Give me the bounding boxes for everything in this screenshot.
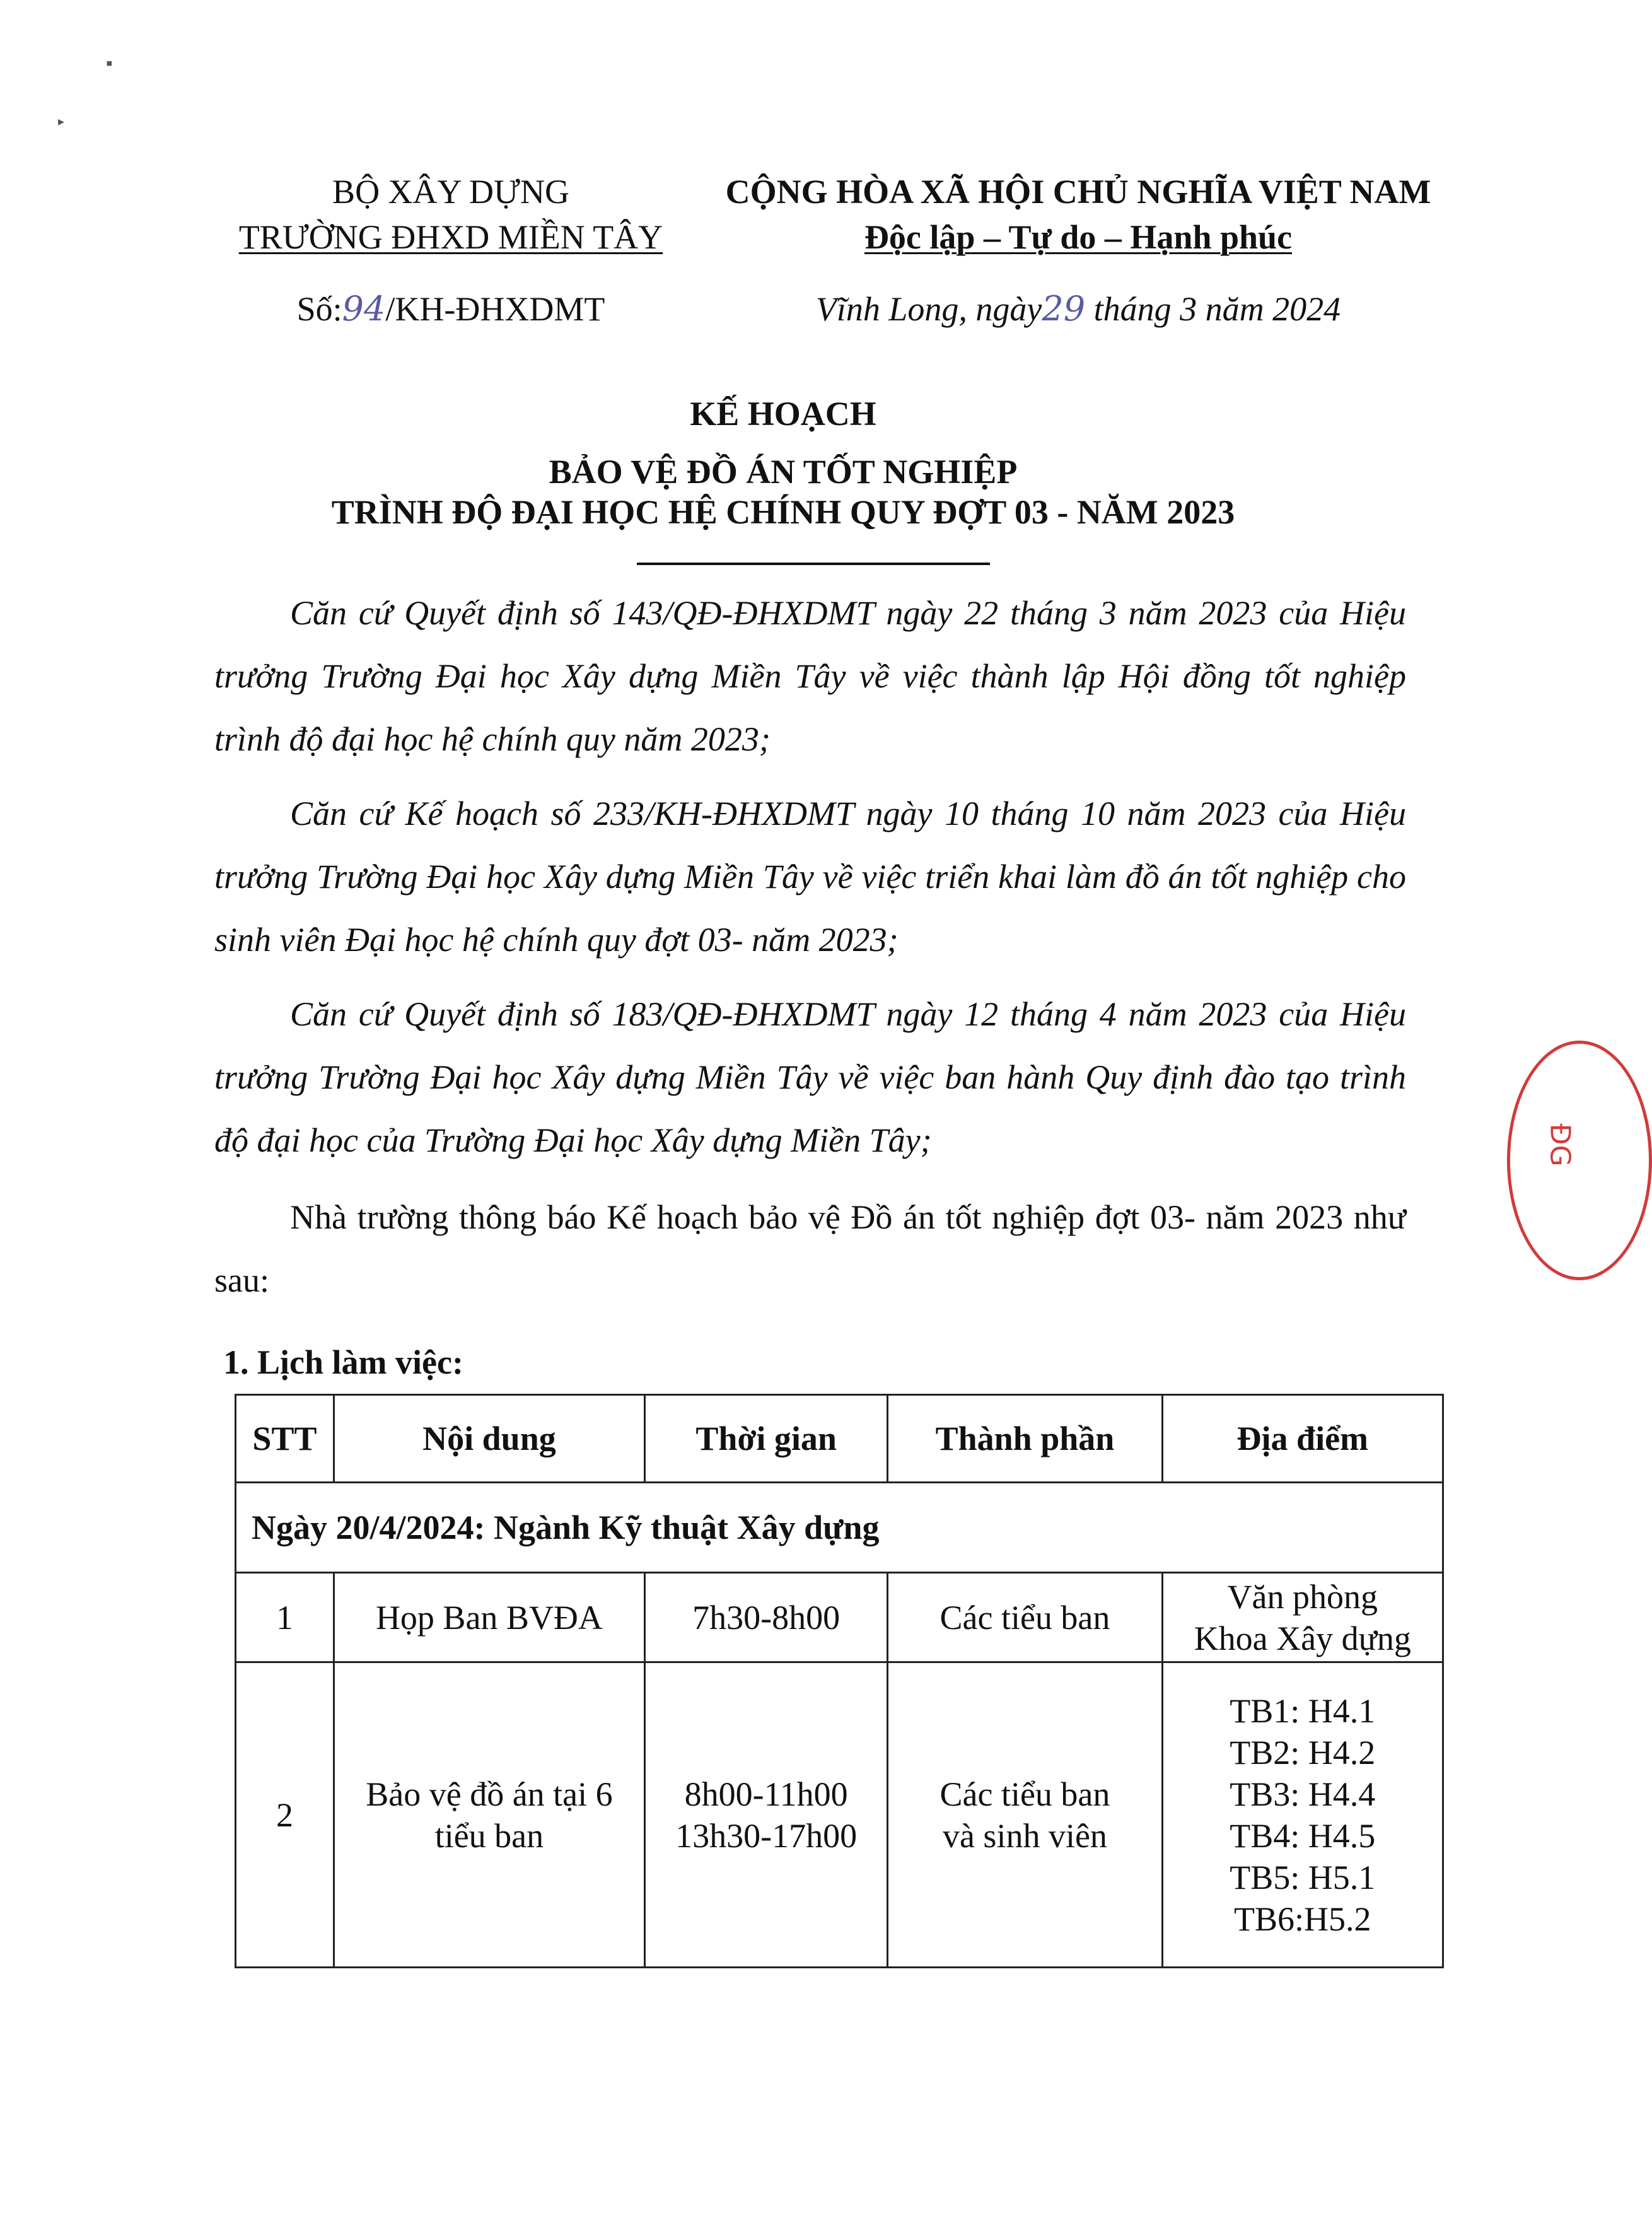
schedule-table: [235, 1394, 1444, 1968]
paragraph-2-text: Căn cứ Kế hoạch số 233/KH-ĐHXDMT ngày 10 tháng 10 năm 2023 của Hiệu trưởng Trường Đại học Xây dựng Miền Tây về việc triển khai làm đồ án tốt nghiệp cho sinh viên Đại học hệ chính quy đợt 03- năm 2023;: [214, 795, 1406, 959]
country-name: CỘNG HÒA XÃ HỘI CHỦ NGHĨA VIỆT NAM: [725, 173, 1431, 211]
paragraph-4: [214, 1186, 1406, 1312]
place-date: [700, 280, 1457, 338]
row-stt: 2: [236, 1662, 334, 1968]
doc-subtitle-2: TRÌNH ĐỘ ĐẠI HỌC HỆ CHÍNH QUY ĐỢT 03 - NĂM 2023: [331, 493, 1235, 531]
header-stt: STT: [236, 1395, 334, 1483]
row-time: 7h30-8h00: [644, 1573, 887, 1662]
members-line: và sinh viên: [942, 1816, 1107, 1855]
paragraph-2: [214, 782, 1406, 971]
place-line: TB4: H4.5: [1230, 1816, 1376, 1855]
table-row: [236, 1662, 1443, 1968]
school-name-text: TRƯỜNG ĐHXD MIỀN TÂY: [238, 218, 663, 256]
doc-subtitle-1: BẢO VỆ ĐỒ ÁN TỐT NGHIỆP: [549, 453, 1018, 491]
row-place: [1162, 1662, 1443, 1968]
stamp-mark: ĐG: [1544, 1123, 1576, 1167]
number-suffix: /KH-ĐHXDMT: [385, 290, 605, 328]
row-content: Họp Ban BVĐA: [334, 1573, 644, 1662]
motto: [700, 208, 1457, 266]
time-line: 13h30-17h00: [675, 1816, 858, 1855]
members-line: Các tiểu ban: [939, 1775, 1110, 1813]
scan-speck: ▸: [58, 115, 65, 129]
paragraph-3-text: Căn cứ Quyết định số 183/QĐ-ĐHXDMT ngày 12 tháng 4 năm 2023 của Hiệu trưởng Trường Đại học Xây dựng Miền Tây về việc ban hành Quy định đào tạo trình độ đại học của Trường Đại học Xây dựng Miền Tây;: [214, 995, 1406, 1159]
title-underline: [637, 563, 990, 565]
section-heading: 1. Lịch làm việc:: [223, 1343, 463, 1381]
official-stamp: [1507, 1041, 1652, 1280]
table-header-row: [236, 1395, 1443, 1483]
paragraph-3: [214, 983, 1406, 1172]
place-line: Văn phòng: [1227, 1577, 1378, 1616]
row-stt: 1: [236, 1573, 334, 1662]
place-line: TB6:H5.2: [1234, 1900, 1371, 1938]
doc-title: KẾ HOẠCH: [690, 395, 876, 433]
ministry-name: BỘ XÂY DỰNG: [332, 173, 569, 211]
date-prefix: Vĩnh Long, ngày: [815, 290, 1042, 328]
table-day-row: [236, 1483, 1443, 1573]
table-row: [236, 1573, 1443, 1662]
date-suffix: tháng 3 năm 2024: [1085, 290, 1341, 328]
row-members: [888, 1662, 1162, 1968]
place-line: TB5: H5.1: [1230, 1858, 1376, 1896]
row-content: Bảo vệ đồ án tại 6 tiểu ban: [334, 1662, 644, 1968]
time-line: 8h00-11h00: [684, 1775, 848, 1813]
paragraph-4-text: Nhà trường thông báo Kế hoạch bảo vệ Đồ án tốt nghiệp đợt 03- năm 2023 như sau:: [214, 1198, 1406, 1299]
row-place: [1162, 1573, 1443, 1662]
place-line: Khoa Xây dựng: [1194, 1619, 1411, 1657]
row-members: Các tiểu ban: [888, 1573, 1162, 1662]
day-row-label: Ngày 20/4/2024: Ngành Kỹ thuật Xây dựng: [236, 1483, 1443, 1573]
place-line: TB3: H4.4: [1230, 1775, 1376, 1813]
row-time: [644, 1662, 887, 1968]
header-place: Địa điểm: [1162, 1395, 1443, 1483]
place-line: TB2: H4.2: [1230, 1733, 1376, 1772]
document-number: [208, 280, 694, 338]
paragraph-1: [214, 581, 1406, 771]
number-prefix: Số:: [296, 290, 342, 328]
header-content: Nội dung: [334, 1395, 644, 1483]
place-line: TB1: H4.1: [1230, 1691, 1376, 1730]
handwritten-number: 94: [342, 289, 386, 329]
handwritten-day: 29: [1042, 289, 1086, 329]
header-time: Thời gian: [644, 1395, 887, 1483]
school-name: [208, 208, 694, 266]
paragraph-1-text: Căn cứ Quyết định số 143/QĐ-ĐHXDMT ngày 22 tháng 3 năm 2023 của Hiệu trưởng Trường Đại học Xây dựng Miền Tây về việc thành lập Hội đồng tốt nghiệp trình độ đại học hệ chính quy năm 2023;: [214, 594, 1406, 758]
motto-text: Độc lập – Tự do – Hạnh phúc: [864, 218, 1293, 256]
scan-speck: ▪: [106, 53, 113, 74]
header-members: Thành phần: [888, 1395, 1162, 1483]
